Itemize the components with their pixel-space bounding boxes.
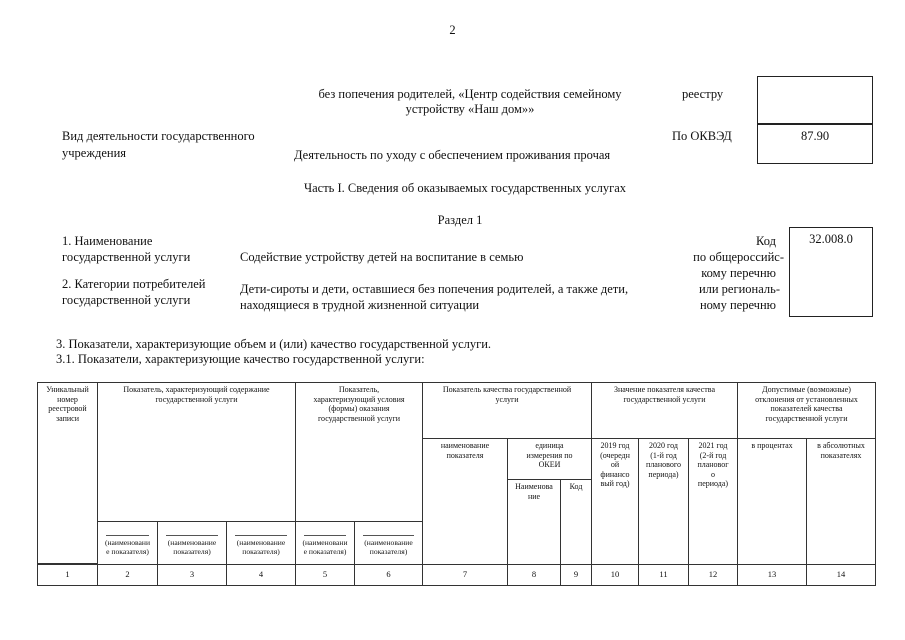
header-content-indicator bbox=[97, 382, 296, 522]
header-text: о bbox=[711, 469, 715, 479]
header-text: плановог bbox=[697, 460, 729, 469]
subheader-text: (наименовани bbox=[302, 538, 348, 547]
header-quality-indicator bbox=[422, 382, 592, 439]
underline bbox=[235, 535, 287, 536]
page-number: 2 bbox=[449, 23, 456, 37]
underline bbox=[363, 535, 414, 536]
header-text: (очередн bbox=[600, 450, 630, 460]
column-number: 10 bbox=[591, 564, 639, 586]
header-text: государственной услуги bbox=[155, 394, 238, 404]
header-deviation-percent bbox=[737, 438, 807, 565]
service-code-value: 32.008.0 bbox=[809, 232, 853, 246]
subheader-col6 bbox=[354, 521, 423, 565]
header-text: наименование bbox=[440, 441, 490, 450]
header-text: государственной услуги bbox=[623, 394, 706, 404]
header-text: в абсолютных bbox=[817, 441, 865, 450]
column-number: 14 bbox=[806, 564, 876, 586]
header-text: Значение показателя качества bbox=[613, 385, 716, 394]
column-number: 9 bbox=[560, 564, 592, 586]
quality-indicators-table bbox=[37, 382, 876, 586]
header-text: ОКЕИ bbox=[538, 460, 561, 469]
header-text: (формы) оказания bbox=[328, 404, 390, 413]
activity-value: Деятельность по уходу с обеспечением проживания прочая bbox=[294, 148, 611, 162]
underline bbox=[304, 535, 346, 536]
column-number: 6 bbox=[354, 564, 423, 586]
consumers-label-line2: государственной услуги bbox=[62, 293, 191, 307]
column-number: 8 bbox=[507, 564, 561, 586]
indicators-line2: 3.1. Показатели, характеризующие качество государственной услуги: bbox=[56, 352, 425, 366]
subheader-text: е показателя) bbox=[303, 547, 347, 556]
column-number: 2 bbox=[97, 564, 158, 586]
header-text: периода) bbox=[648, 469, 679, 479]
service-code-box bbox=[789, 227, 873, 317]
column-number: 5 bbox=[295, 564, 355, 586]
institution-name-line2: устройству «Наш дом»» bbox=[405, 102, 535, 116]
header-deviation-absolute bbox=[806, 438, 876, 565]
header-text: услуги bbox=[495, 394, 519, 404]
header-unit-name bbox=[507, 479, 561, 565]
header-text: государственной услуги bbox=[317, 413, 401, 423]
column-number: 13 bbox=[737, 564, 807, 586]
subheader-text: (наименовани bbox=[104, 538, 151, 547]
header-text: Уникальный bbox=[46, 385, 89, 394]
subheader-text: (наименование bbox=[364, 538, 413, 547]
header-year-2020 bbox=[638, 438, 689, 565]
subheader-text: показателя) bbox=[173, 547, 211, 556]
column-number: 7 bbox=[422, 564, 508, 586]
consumers-value-line2: находящиеся в трудной жизненной ситуации bbox=[240, 298, 480, 312]
header-text: Код bbox=[569, 482, 583, 491]
header-conditions-indicator bbox=[295, 382, 423, 522]
header-allowed-deviation bbox=[737, 382, 876, 439]
subheader-text: показателя) bbox=[242, 547, 280, 556]
service-name-value: Содействие устройству детей на воспитание в семью bbox=[240, 250, 524, 264]
subheader-col3 bbox=[157, 521, 227, 565]
header-indicator-value bbox=[591, 382, 738, 439]
subheader-col4 bbox=[226, 521, 296, 565]
subheader-col2 bbox=[97, 521, 158, 565]
header-text: измерения по bbox=[526, 450, 573, 460]
consumers-value-line1: Дети-сироты и дети, оставшиеся без попечения родителей, а также дети, bbox=[240, 282, 629, 296]
header-unit-okei bbox=[507, 438, 592, 480]
column-number: 12 bbox=[688, 564, 738, 586]
header-text: ой bbox=[610, 460, 620, 469]
header-text: ние bbox=[527, 491, 541, 501]
subheader-text: показателя) bbox=[369, 547, 408, 556]
header-text: показателей качества bbox=[770, 404, 843, 413]
header-text: (1-й год bbox=[650, 450, 677, 460]
header-text: 2019 год bbox=[600, 441, 630, 450]
header-text: Показатель, bbox=[338, 385, 380, 394]
registry-box bbox=[757, 76, 873, 124]
header-text: записи bbox=[56, 413, 79, 423]
subheader-text: (наименование bbox=[236, 538, 286, 547]
header-text: в процентах bbox=[751, 441, 793, 450]
subheader-col5 bbox=[295, 521, 355, 565]
okved-box bbox=[757, 124, 873, 164]
okved-code: 87.90 bbox=[800, 129, 830, 143]
institution-name-line1: без попечения родителей, «Центр содействия семейному bbox=[318, 87, 622, 101]
subheader-text: (наименование bbox=[167, 538, 217, 547]
header-text: государственной услуги bbox=[765, 413, 848, 423]
header-text: Показатель, характеризующий содержание bbox=[123, 385, 270, 394]
activity-label-line2: учреждения bbox=[62, 146, 127, 160]
header-text: вый год) bbox=[600, 479, 630, 488]
okved-label: По ОКВЭД bbox=[672, 129, 732, 143]
column-number: 11 bbox=[638, 564, 689, 586]
header-text: Допустимые (возможные) bbox=[762, 385, 851, 394]
code-label-line4: или региональ- bbox=[698, 282, 780, 296]
header-text: реестровой bbox=[48, 404, 87, 413]
underline bbox=[106, 535, 149, 536]
service-name-label-line1: 1. Наименование bbox=[62, 234, 153, 248]
header-year-2019 bbox=[591, 438, 639, 565]
header-text: планового bbox=[646, 460, 681, 469]
activity-label-line1: Вид деятельности государственного bbox=[62, 129, 255, 143]
code-label-line5: ному перечню bbox=[699, 298, 776, 312]
underline bbox=[166, 535, 218, 536]
column-number: 4 bbox=[226, 564, 296, 586]
code-label-line2: по общероссийс- bbox=[693, 250, 784, 264]
header-text: показателя bbox=[446, 450, 484, 460]
header-unit-code bbox=[560, 479, 592, 565]
service-name-label-line2: государственной услуги bbox=[62, 250, 191, 264]
header-year-2021 bbox=[688, 438, 738, 565]
header-text: периода) bbox=[697, 479, 729, 488]
section-title: Раздел 1 bbox=[437, 213, 483, 227]
header-text: 2020 год bbox=[649, 441, 678, 450]
part-title: Часть I. Сведения об оказываемых государственных услугах bbox=[303, 181, 627, 195]
header-text: номер bbox=[57, 394, 78, 404]
indicators-line1: 3. Показатели, характеризующие объем и (или) качество государственной услуги. bbox=[56, 337, 492, 351]
header-text: (2-й год bbox=[699, 450, 727, 460]
header-text: Наименова bbox=[515, 482, 553, 491]
code-label-line3: кому перечню bbox=[701, 266, 776, 280]
header-text: Показатель качества государственной bbox=[442, 385, 572, 394]
consumers-label-line1: 2. Категории потребителей bbox=[62, 277, 206, 291]
header-text: единица bbox=[535, 441, 564, 450]
header-indicator-name bbox=[422, 438, 508, 565]
header-text: показателях bbox=[820, 450, 862, 460]
subheader-text: е показателя) bbox=[106, 547, 149, 556]
column-number: 3 bbox=[157, 564, 227, 586]
code-label-line1: Код bbox=[756, 234, 776, 248]
header-text: отклонения от установленных bbox=[755, 394, 858, 404]
header-unique-number bbox=[37, 382, 98, 564]
registry-label: реестру bbox=[682, 87, 724, 101]
header-text: финансо bbox=[600, 469, 630, 479]
header-text: 2021 год bbox=[698, 441, 728, 450]
column-number: 1 bbox=[37, 564, 98, 586]
header-text: характеризующий условия bbox=[313, 394, 405, 404]
